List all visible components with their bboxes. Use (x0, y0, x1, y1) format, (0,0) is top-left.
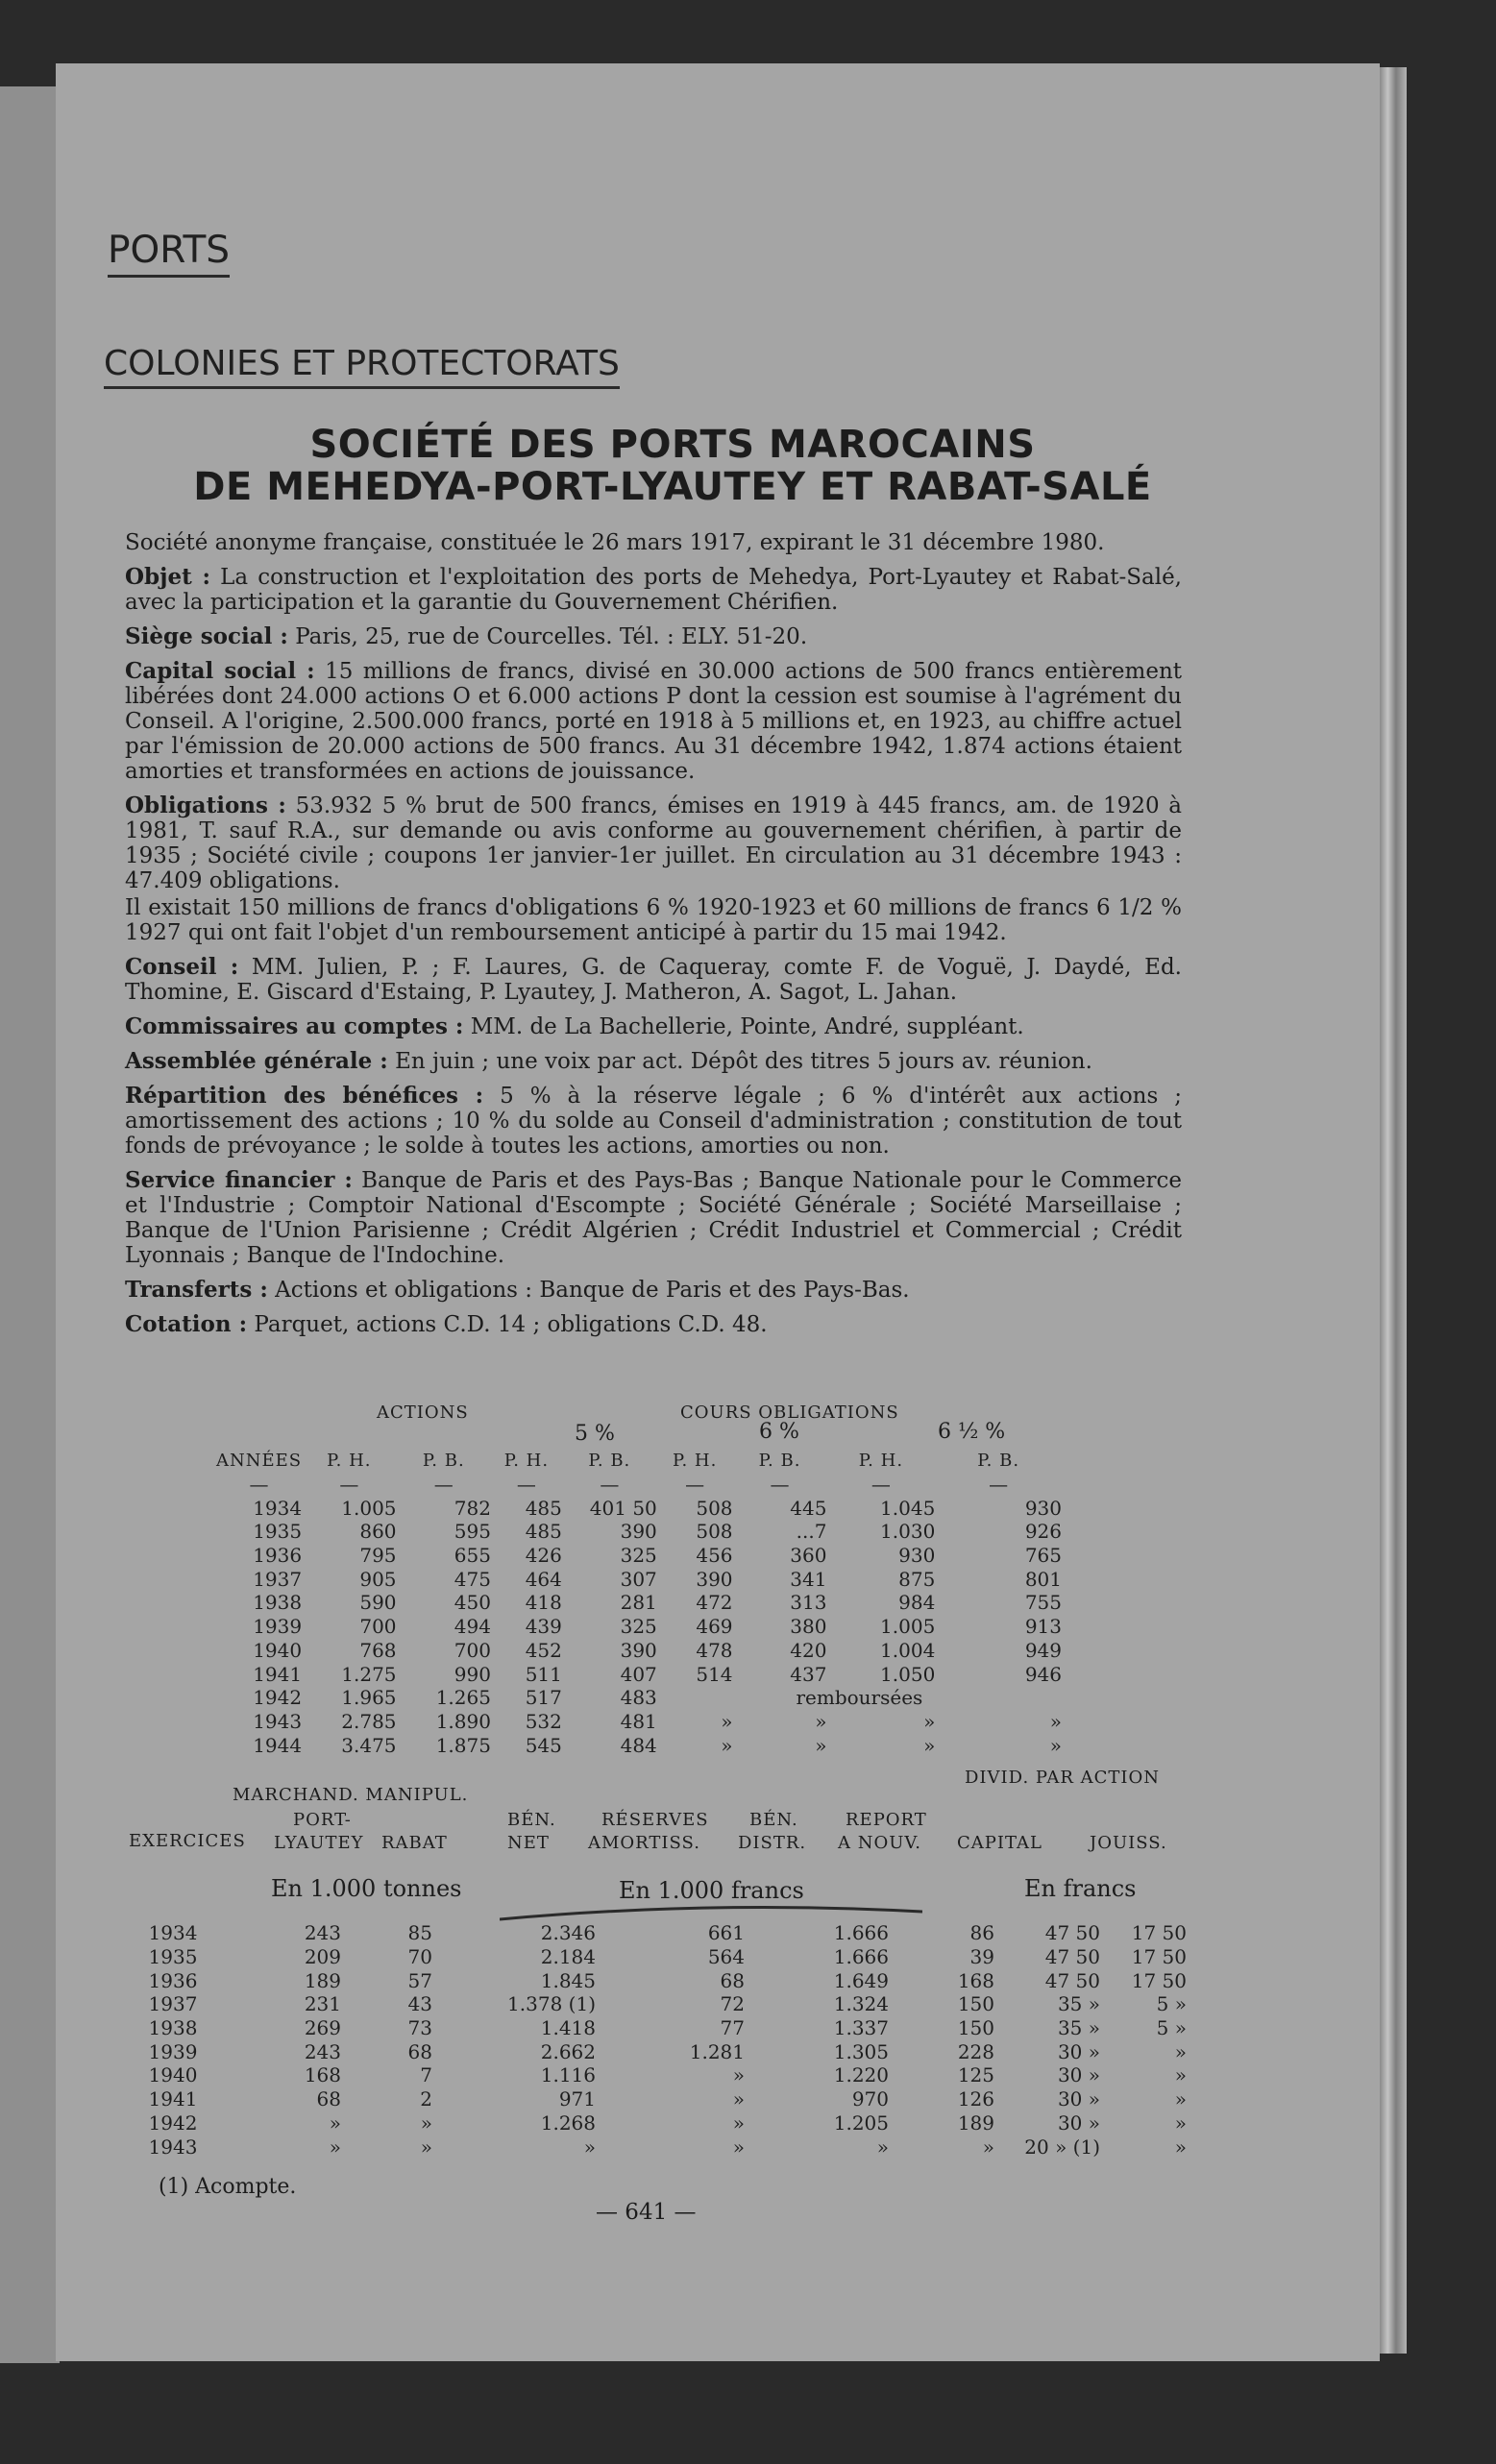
table-row: 1940 168 7 1.116 » 1.220 125 30 » » (148, 2063, 1187, 2087)
section-repartition: Répartition des bénéfices : 5 % à la réserve légale ; 6 % d'intérêt aux actions ; amortissement des actions ; 10 % du solde au Conseil d'administration ; constitution de tout fonds de prévoyance ; le solde à toutes les actions, amorties ou non. (125, 1083, 1182, 1159)
cours-obligations-header: COURS OBLIGATIONS (680, 1403, 899, 1423)
section-service-financier: Service financier : Banque de Paris et des Pays-Bas ; Banque Nationale pour le Commerce et l'Industrie ; Comptoir National d'Escompte ; Société Générale ; Société Marseillaise ; Banque de l'Union Parisienne ; Crédit Algérien ; Crédit Industriel et Commercial ; Crédit Lyonnais ; Banque de l'Indochine. (125, 1167, 1182, 1268)
cours-column-headers: ANNÉES P. H. P. B. P. H. P. B. P. H. P. B. P. H. P. B. (216, 1450, 1020, 1471)
table-row: 1934 1.005 782 485 401 50 508 445 1.045 930 (253, 1496, 1062, 1520)
cours-6halfpct-header: 6 ½ % (938, 1420, 1006, 1444)
ben-distr-header: BÉN. (749, 1810, 798, 1830)
exercices-table (135, 1921, 1187, 2159)
table-row: 1941 68 2 971 » 970 126 30 » » (148, 2087, 1187, 2111)
page-stack-edge (1380, 67, 1407, 2354)
table-row: 1934 243 85 2.346 661 1.666 86 47 50 17 50 (148, 1921, 1187, 1945)
footnote: (1) Acompte. (159, 2175, 297, 2199)
section-commissaires: Commissaires au comptes : MM. de La Bachellerie, Pointe, André, suppléant. (125, 1013, 1024, 1039)
subsection-header: COLONIES ET PROTECTORATS (104, 344, 620, 389)
cours-table (216, 1449, 1062, 1757)
section-conseil: Conseil : MM. Julien, P. ; F. Laures, G. de Caqueray, comte F. de Voguë, J. Daydé, Ed. Thomine, E. Giscard d'Estaing, P. Lyautey, J. Matheron, A. Sagot, L. Jahan. (125, 954, 1182, 1005)
company-title-line1: SOCIÉTÉ DES PORTS MAROCAINS (309, 423, 1036, 467)
table-row: 1935 209 70 2.184 564 1.666 39 47 50 17 50 (148, 1945, 1187, 1969)
table-row: 1937 905 475 464 307 390 341 875 801 (253, 1567, 1062, 1591)
ben-net-header: BÉN. (507, 1810, 556, 1830)
cours-actions-header: ACTIONS (377, 1403, 469, 1423)
table-row: 1941 1.275 990 511 407 514 437 1.050 946 (253, 1662, 1062, 1686)
table-row: 1936 795 655 426 325 456 360 930 765 (253, 1544, 1062, 1568)
capital-header: CAPITAL (957, 1833, 1042, 1853)
distr-header: DISTR. (738, 1833, 807, 1853)
marchand-header: MARCHAND. MANIPUL. (233, 1785, 469, 1805)
unit-tonnes: En 1.000 tonnes (271, 1875, 462, 1902)
table-row: 1943 » » » » » » 20 » (1) » (148, 2135, 1187, 2159)
section-objet: Objet : La construction et l'exploitation des ports de Mehedya, Port-Lyautey et Rabat-Salé, avec la participation et la garantie du Gouvernement Chérifien. (125, 564, 1182, 615)
divid-header: DIVID. PAR ACTION (965, 1768, 1161, 1788)
exercices-header: EXERCICES (129, 1831, 246, 1851)
table-row: 1940 768 700 452 390 478 420 1.004 949 (253, 1638, 1062, 1662)
section-obligations: Obligations : 53.932 5 % brut de 500 francs, émises en 1919 à 445 francs, am. de 1920 à 1981, T. sauf R.A., sur demande ou avis conforme au gouvernement chérifien, à partir de 1935 ; Société civile ; coupons 1er janvier-1er juillet. En circulation au 31 décembre 1943 : 47.409 obligations. (125, 793, 1183, 893)
section-header: PORTS (108, 229, 230, 278)
cours-6pct-header: 6 % (759, 1420, 799, 1444)
rabat-header: RABAT (381, 1833, 448, 1853)
section-capital: Capital social : 15 millions de francs, divisé en 30.000 actions de 500 francs entièrement libérées dont 24.000 actions O et 6.000 actions P dont la cession est soumise à l'agrément du Conseil. A l'origine, 2.500.000 francs, porté en 1918 à 5 millions et, en 1923, au chiffre actuel par l'émission de 20.000 actions de 500 francs. Au 31 décembre 1942, 1.874 actions étaient amorties et transformées en actions de jouissance. (125, 658, 1183, 784)
unit-francs: En francs (1024, 1875, 1137, 1902)
table-row: 1942 1.965 1.265 517 483 remboursées (216, 1686, 1062, 1710)
table-row: 1938 269 73 1.418 77 1.337 150 35 » 5 » (148, 2016, 1187, 2040)
section-transferts: Transferts : Actions et obligations : Banque de Paris et des Pays-Bas. (125, 1277, 910, 1303)
table-row: 1939 700 494 439 325 469 380 1.005 913 (253, 1615, 1062, 1639)
table-row: 1942 » » 1.268 » 1.205 189 30 » » (148, 2110, 1187, 2135)
cours-dash-row: — — — — — — — — — (249, 1473, 1009, 1497)
amortiss-header: AMORTISS. (588, 1833, 700, 1853)
table-row: 1935 860 595 485 390 508 ...7 1.030 926 (253, 1520, 1062, 1544)
table-row: 1939 243 68 2.662 1.281 1.305 228 30 » » (148, 2039, 1187, 2063)
report-header: REPORT (846, 1810, 927, 1830)
table-row: 1938 590 450 418 281 472 313 984 755 (253, 1591, 1062, 1615)
section-cotation: Cotation : Parquet, actions C.D. 14 ; obligations C.D. 48. (125, 1311, 768, 1337)
section-obligations-note: Il existait 150 millions de francs d'obligations 6 % 1920-1923 et 60 millions de francs 6 1/2 % 1927 qui ont fait l'objet d'un remboursement anticipé à partir du 15 mai 1942. (125, 895, 1182, 945)
net-header: NET (507, 1833, 550, 1853)
unit-kfrancs: En 1.000 francs (619, 1877, 804, 1904)
table-row: 1936 189 57 1.845 68 1.649 168 47 50 17 50 (148, 1968, 1187, 1992)
table-row: 1943 2.785 1.890 532 481 » » » » (253, 1709, 1062, 1733)
page-number: — 641 — (596, 2200, 697, 2225)
table-row: 1944 3.475 1.875 545 484 » » » » (253, 1733, 1062, 1757)
intro-paragraph: Société anonyme française, constituée le 26 mars 1917, expirant le 31 décembre 1980. (125, 530, 1105, 555)
lyautey-header: LYAUTEY (274, 1833, 364, 1853)
cours-5pct-header: 5 % (575, 1422, 615, 1446)
section-assemblee: Assemblée générale : En juin ; une voix par act. Dépôt des titres 5 jours av. réunion. (125, 1048, 1092, 1074)
anouv-header: A NOUV. (838, 1833, 921, 1853)
jouiss-header: JOUISS. (1090, 1833, 1167, 1853)
port-header: PORT- (293, 1810, 352, 1830)
company-description (125, 530, 1182, 1347)
section-siege: Siège social : Paris, 25, rue de Courcelles. Tél. : ELY. 51-20. (125, 623, 808, 649)
adjacent-page-edge (0, 86, 60, 2363)
reserves-header: RÉSERVES (601, 1810, 709, 1830)
rembourse-label: remboursées (796, 1686, 923, 1710)
table-row: 1937 231 43 1.378 (1) 72 1.324 150 35 » 5 » (148, 1992, 1187, 2016)
company-title-line2: DE MEHEDYA-PORT-LYAUTEY ET RABAT-SALÉ (193, 465, 1152, 509)
